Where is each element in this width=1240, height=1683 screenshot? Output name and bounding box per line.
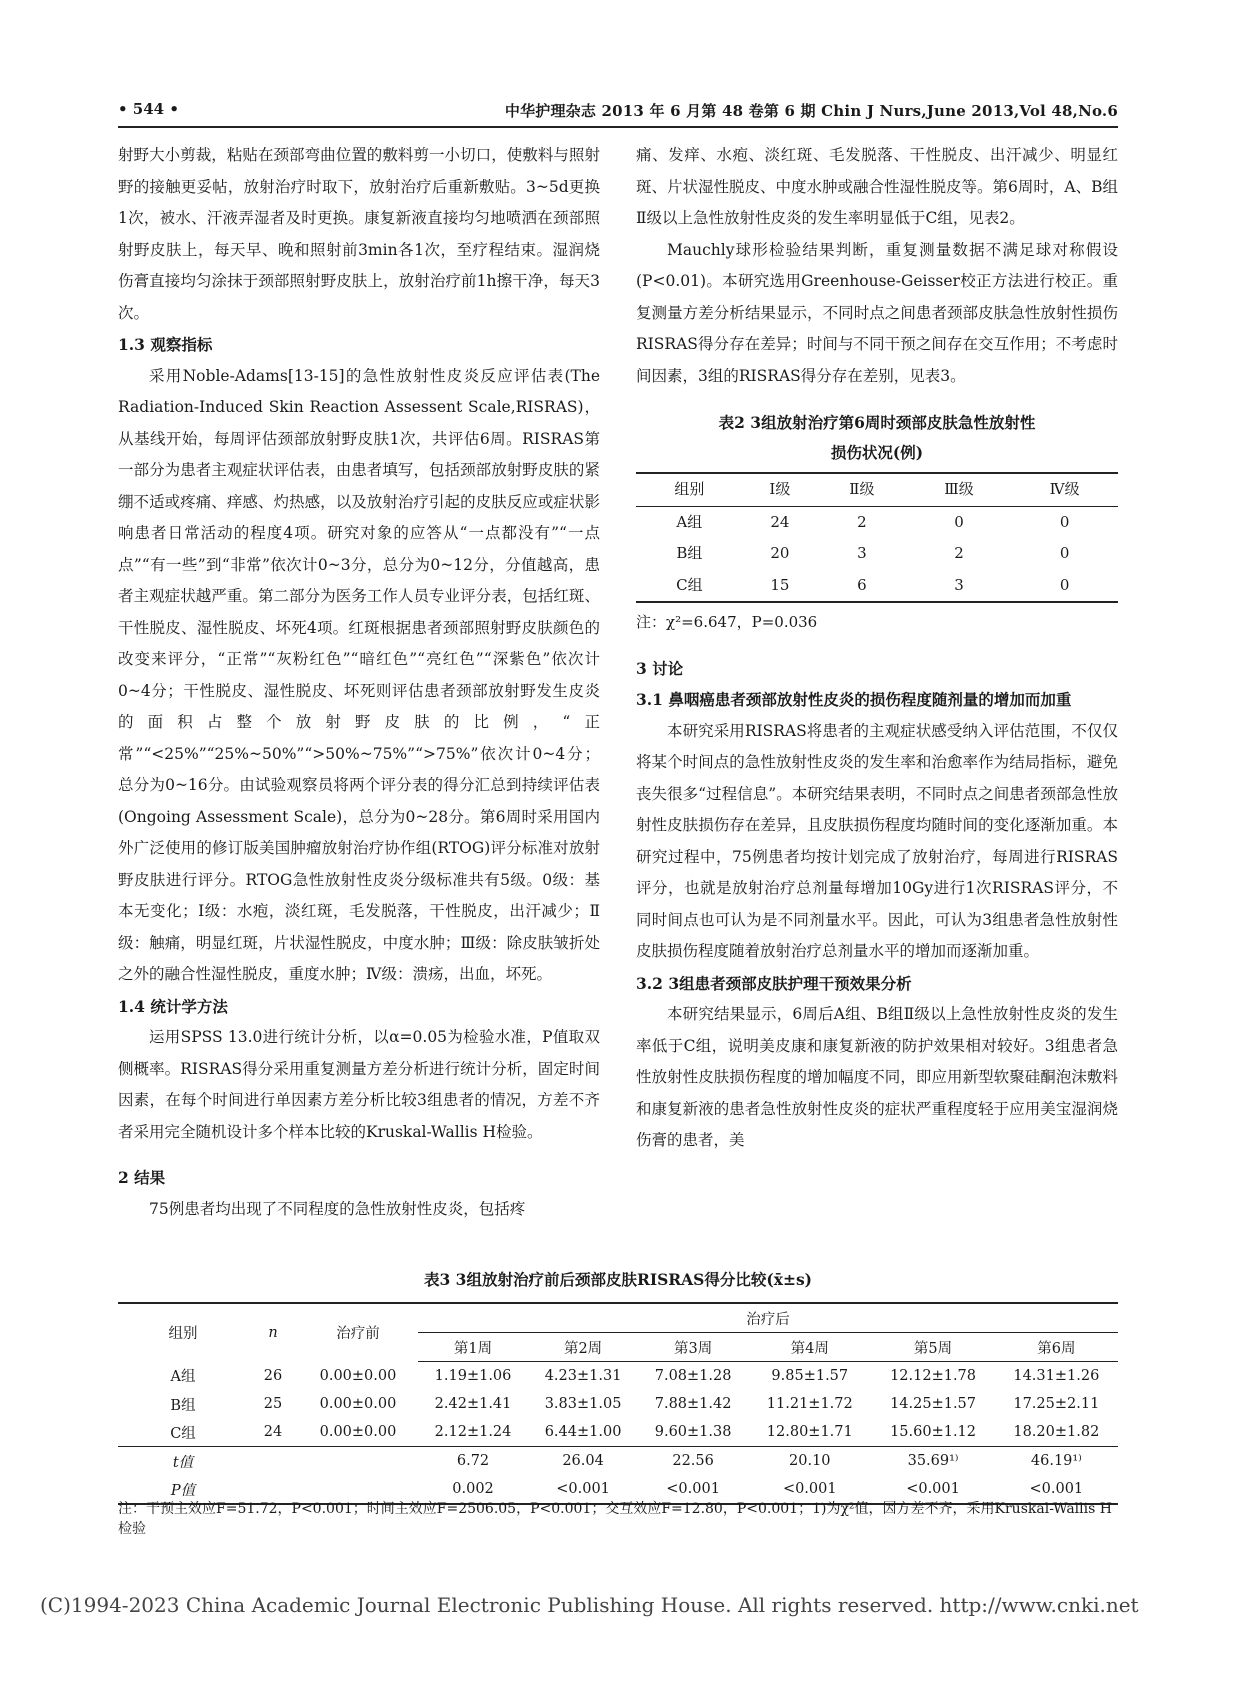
paragraph: 射野大小剪裁，粘贴在颈部弯曲位置的敷料剪一小切口，使敷料与照射野的接触更妥帖，放射治疗时取下，放射治疗后重新敷贴。3~5d更换1次，被水、汗液弄湿者及时更换。康复新液直接均匀地喷洒在颈部照射野皮肤上，每天早、晚和照射前3min各1次，至疗程结束。湿润烧伤膏直接均匀涂抹于颈部照射野皮肤上，放射治疗前1h擦干净，每天3次。 <box>118 146 600 322</box>
page-header <box>118 100 1118 126</box>
section-heading-1-4: 1.4 统计学方法 <box>118 996 228 1016</box>
table-row: B组 25 0.00±0.00 2.42±1.41 3.83±1.05 7.88±1.42 11.21±1.72 14.25±1.57 17.25±2.11 <box>170 1396 1100 1414</box>
paragraph: Mauchly球形检验结果判断，重复测量数据不满足球对称假设(P<0.01)。本研究选用Greenhouse-Geisser校正方法进行校正。重复测量方差分析结果显示，不同时点之间患者颈部皮肤急性放射性损伤RISRAS得分存在差异；时间与不同干预之间存在交互作用；不考虑时间因素，3组的RISRAS得分存在差别，见表3。 <box>636 240 1118 385</box>
table2-note: 注：χ²=6.647，P=0.036 <box>636 613 818 631</box>
paragraph: 运用SPSS 13.0进行统计分析，以α=0.05为检验水准，P值取双侧概率。RISRAS得分采用重复测量方差分析进行统计分析，固定时间因素，在每个时间进行单因素方差分析比较3组患者的情况，方差不齐者采用完全随机设计多个样本比较的Kruskal-Wallis H检验。 <box>118 1028 600 1141</box>
table-row-t-values: t值 6.72 26.04 22.56 20.10 35.69¹⁾ 46.19¹⁾ <box>118 1447 1118 1476</box>
paragraph: 本研究采用RISRAS将患者的主观症状感受纳入评估范围，不仅仅将某个时间点的急性放射性皮炎的发生率和治愈率作为结局指标，避免丧失很多“过程信息”。本研究结果表明，不同时点之间患者颈部急性放射性皮肤损伤存在差异，且皮肤损伤程度均随时间的变化逐渐加重。本研究过程中，75例患者均按计划完成了放射治疗，每周进行RISRAS评分，也就是放射治疗总剂量每增加10Gy进行1次RISRAS评分，不同时间点也可认为是不同剂量水平。因此，可认为3组患者急性放射性皮肤损伤程度随着放射治疗总剂量水平的增加而逐渐加重。 <box>636 721 1118 960</box>
table3 <box>118 1302 1118 1505</box>
paragraph: 痛、发痒、水疱、淡红斑、毛发脱落、干性脱皮、出汗减少、明显红斑、片状湿性脱皮、中度水肿或融合性湿性脱皮等。第6周时，A、B组Ⅱ级以上急性放射性皮炎的发生率明显低于C组，见表2。 <box>636 146 1118 227</box>
section-heading-1-3: 1.3 观察指标 <box>118 335 213 354</box>
paragraph: 75例患者均出现了不同程度的急性放射性皮炎，包括疼 <box>149 1199 526 1218</box>
table-row: A组 26 0.00±0.00 1.19±1.06 4.23±1.31 7.08±1.28 9.85±1.57 12.12±1.78 14.31±1.26 <box>170 1367 1100 1386</box>
table-row-p-values: P值 0.002 <0.001 <0.001 <0.001 <0.001 <0.001 <box>118 1475 1118 1504</box>
paragraph: 本研究结果显示，6周后A组、B组Ⅱ级以上急性放射性皮炎的发生率低于C组，说明美皮康和康复新液的防护效果相对较好。3组患者急性放射性皮肤损伤程度的增加幅度不同，即应用新型软聚硅酮泡沫敷料和康复新液的患者急性放射性皮炎的症状严重程度轻于应用美宝湿润烧伤膏的患者，美 <box>636 1005 1118 1149</box>
section-heading-3-1: 3.1 鼻咽癌患者颈部放射性皮炎的损伤程度随剂量的增加而加重 <box>636 690 1072 709</box>
table-row: C组 15 6 3 0 <box>636 570 1118 603</box>
table3-caption: 表3 3组放射治疗前后颈部皮肤RISRAS得分比较(x̄±s) <box>423 1270 813 1289</box>
table2 <box>636 472 1118 603</box>
table3-note: 注：干预主效应F=51.72，P<0.001；时间主效应F=2506.05，P<0.001；交互效应F=12.80，P<0.001；1)为χ²值，因方差不齐，采用Kruskal-Wallis H检验 <box>118 1501 1112 1537</box>
table-row: C组 24 0.00±0.00 2.12±1.24 6.44±1.00 9.60±1.38 12.80±1.71 15.60±1.12 18.20±1.82 <box>170 1424 1100 1442</box>
table-header-row: 组别 n 治疗前 治疗后 <box>118 1303 1118 1333</box>
section-heading-3: 3 讨论 <box>636 658 684 678</box>
copyright-footer: (C)1994-2023 China Academic Journal Electronic Publishing House. All rights reserved. http://www.cnki.net <box>40 1593 1139 1617</box>
table2-caption: 表2 3组放射治疗第6周时颈部皮肤急性放射性 损伤状况(例) <box>718 413 1036 462</box>
left-column <box>118 140 600 1225</box>
section-heading-2: 2 结果 <box>118 1168 166 1187</box>
table-subheader-row: 第1周 第2周 第3周 第4周 第5周 第6周 <box>118 1333 1118 1362</box>
table-row: B组 20 3 2 0 <box>676 544 1070 562</box>
journal-citation: 中华护理杂志 2013 年 6 月第 48 卷第 6 期 Chin J Nurs,June 2013,Vol 48,No.6 <box>504 102 1118 120</box>
section-heading-3-2: 3.2 3组患者颈部皮肤护理干预效果分析 <box>636 973 912 993</box>
right-column <box>636 140 1118 1157</box>
table-header-row: 组别 Ⅰ级 Ⅱ级 Ⅲ级 Ⅳ级 <box>636 473 1118 506</box>
paragraph: 采用Noble-Adams[13-15]的急性放射性皮炎反应评估表(The Radiation-Induced Skin Reaction Assessent Scale,RISRAS)，从基线开始，每周评估颈部放射野皮肤1次，共评估6周。RISRAS第一部分为患者主观症状评估表，由患者填写，包括颈部放射野皮肤的紧绷不适或疼痛、痒感、灼热感，以及放射治疗引起的皮肤反应或症状影响患者日常活动的程度4项。研究对象的应答从“一点都没有”“一点点”“有一些”到“非常”依次计0~3分，总分为0~12分，分值越高，患者主观症状越严重。第二部分为医务工作人员专业评分表，包括红斑、干性脱皮、湿性脱皮、坏死4项。红斑根据患者颈部照射野皮肤颜色的改变来评分，“正常”“灰粉红色”“暗红色”“亮红色”“深紫色”依次计0~4分；干性脱皮、湿性脱皮、坏死则评估患者颈部放射野发生皮炎的面积占整个放射野皮肤的比例，“正常”“<25%”“25%~50%”“>50%~75%”“>75%”依次计0~4分；总分为0~16分。由试验观察员将两个评分表的得分汇总到持续评估表(Ongoing Assessment Scale)，总分为0~28分。第6周时采用国内外广泛使用的修订版美国肿瘤放射治疗协作组(RTOG)评分标准对放射野皮肤进行评分。RTOG急性放射性皮炎分级标准共有5级。0级：基本无变化；Ⅰ级：水疱，淡红斑，毛发脱落，干性脱皮，出汗减少；Ⅱ级：触痛，明显红斑，片状湿性脱皮，中度水肿；Ⅲ级：除皮肤皱折处之外的融合性湿性脱皮，重度水肿；Ⅳ级：溃疡，出血，坏死。 <box>118 366 600 983</box>
table-row: A组 24 2 0 0 <box>676 512 1070 531</box>
header-rule <box>118 126 1118 128</box>
page-number: • 544 • <box>118 100 179 118</box>
